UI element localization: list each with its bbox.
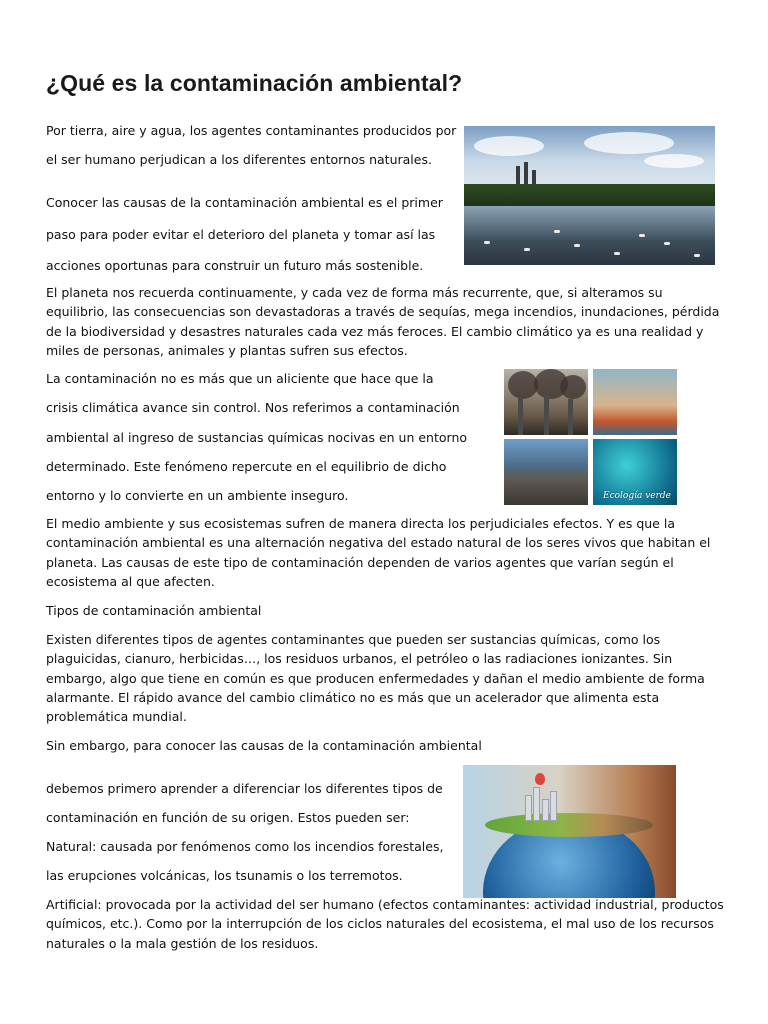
factory-smoke-tile: [504, 369, 588, 435]
paragraph: Artificial: provocada por la actividad del ser humano (efectos contaminantes: actividad industrial, productos químicos, etc.). Como por la interrupción de los ciclos naturales del ecosistema, el mal uso de los recursos naturales o la mala gestión de los residuos.: [46, 897, 724, 951]
text-line: entorno y lo convierte en un ambiente inseguro.: [46, 488, 349, 503]
paragraph: Existen diferentes tipos de agentes contaminantes que pueden ser sustancias químicas, como los plaguicidas, cianuro, herbicidas…, los residuos urbanos, el petróleo o las radiaciones ionizantes. Sin embargo, algo que tiene en común es que producen enfermedades y dañan el medio ambiente de forma alarmante. El rápido avance del cambio climático no es más que un acelerador que alimenta esta problemática mundial.: [46, 632, 705, 725]
text-line: La contaminación no es más que un aliciente que hace que la: [46, 371, 434, 386]
landfill-tile: [504, 439, 588, 505]
text-line: paso para poder evitar el deterioro del planeta y tomar así las: [46, 227, 436, 242]
polluted-lake-image: [464, 126, 715, 265]
paragraph: El planeta nos recuerda continuamente, y cada vez de forma más recurrente, que, si alteramos su equilibrio, las consecuencias son devastadoras a través de sequías, mega incendios, inundaciones, pérdida de la biodiversidad y desastres naturales cada vez más feroces. El cambio climático ya es una realidad y miles de personas, animales y plantas sufren sus efectos.: [46, 285, 720, 358]
paragraph: El medio ambiente y sus ecosistemas sufren de manera directa los perjudiciales efectos. Y es que la contaminación ambiental es una alternación negativa del estado natural de los seres vivos que habitan el planeta. Las causas de este tipo de contaminación dependen de varios agentes que varían según el ecosistema al que afecten.: [46, 516, 711, 589]
text-line: ambiental al ingreso de sustancias químicas nocivas en un entorno: [46, 430, 468, 445]
contaminated-water-tile: [593, 369, 677, 435]
text-line: Natural: causada por fenómenos como los incendios forestales,: [46, 839, 444, 854]
ecologia-verde-logo: Ecología verde: [603, 491, 671, 501]
text-line: las erupciones volcánicas, los tsunamis o los terremotos.: [46, 868, 403, 883]
text-line: Por tierra, aire y agua, los agentes contaminantes producidos por: [46, 123, 457, 138]
section-heading: Tipos de contaminación ambiental: [46, 603, 262, 618]
pollution-collage-image: [504, 369, 677, 505]
text-line: Conocer las causas de la contaminación ambiental es el primer: [46, 195, 443, 210]
text-line: crisis climática avance sin control. Nos referimos a contaminación: [46, 400, 460, 415]
text-line: acciones oportunas para construir un futuro más sostenible.: [46, 258, 424, 273]
text-line: debemos primero aprender a diferenciar los diferentes tipos de: [46, 781, 443, 796]
text-line: el ser humano perjudican a los diferentes entornos naturales.: [46, 152, 432, 167]
ocean-plastic-tile: [593, 439, 677, 505]
page-title: ¿Qué es la contaminación ambiental?: [46, 70, 463, 96]
text-line: determinado. Este fenómeno repercute en el equilibrio de dicho: [46, 459, 447, 474]
text-line: Sin embargo, para conocer las causas de la contaminación ambiental: [46, 738, 482, 753]
half-earth-globe-image: [463, 765, 676, 898]
text-line: contaminación en función de su origen. Estos pueden ser:: [46, 810, 410, 825]
